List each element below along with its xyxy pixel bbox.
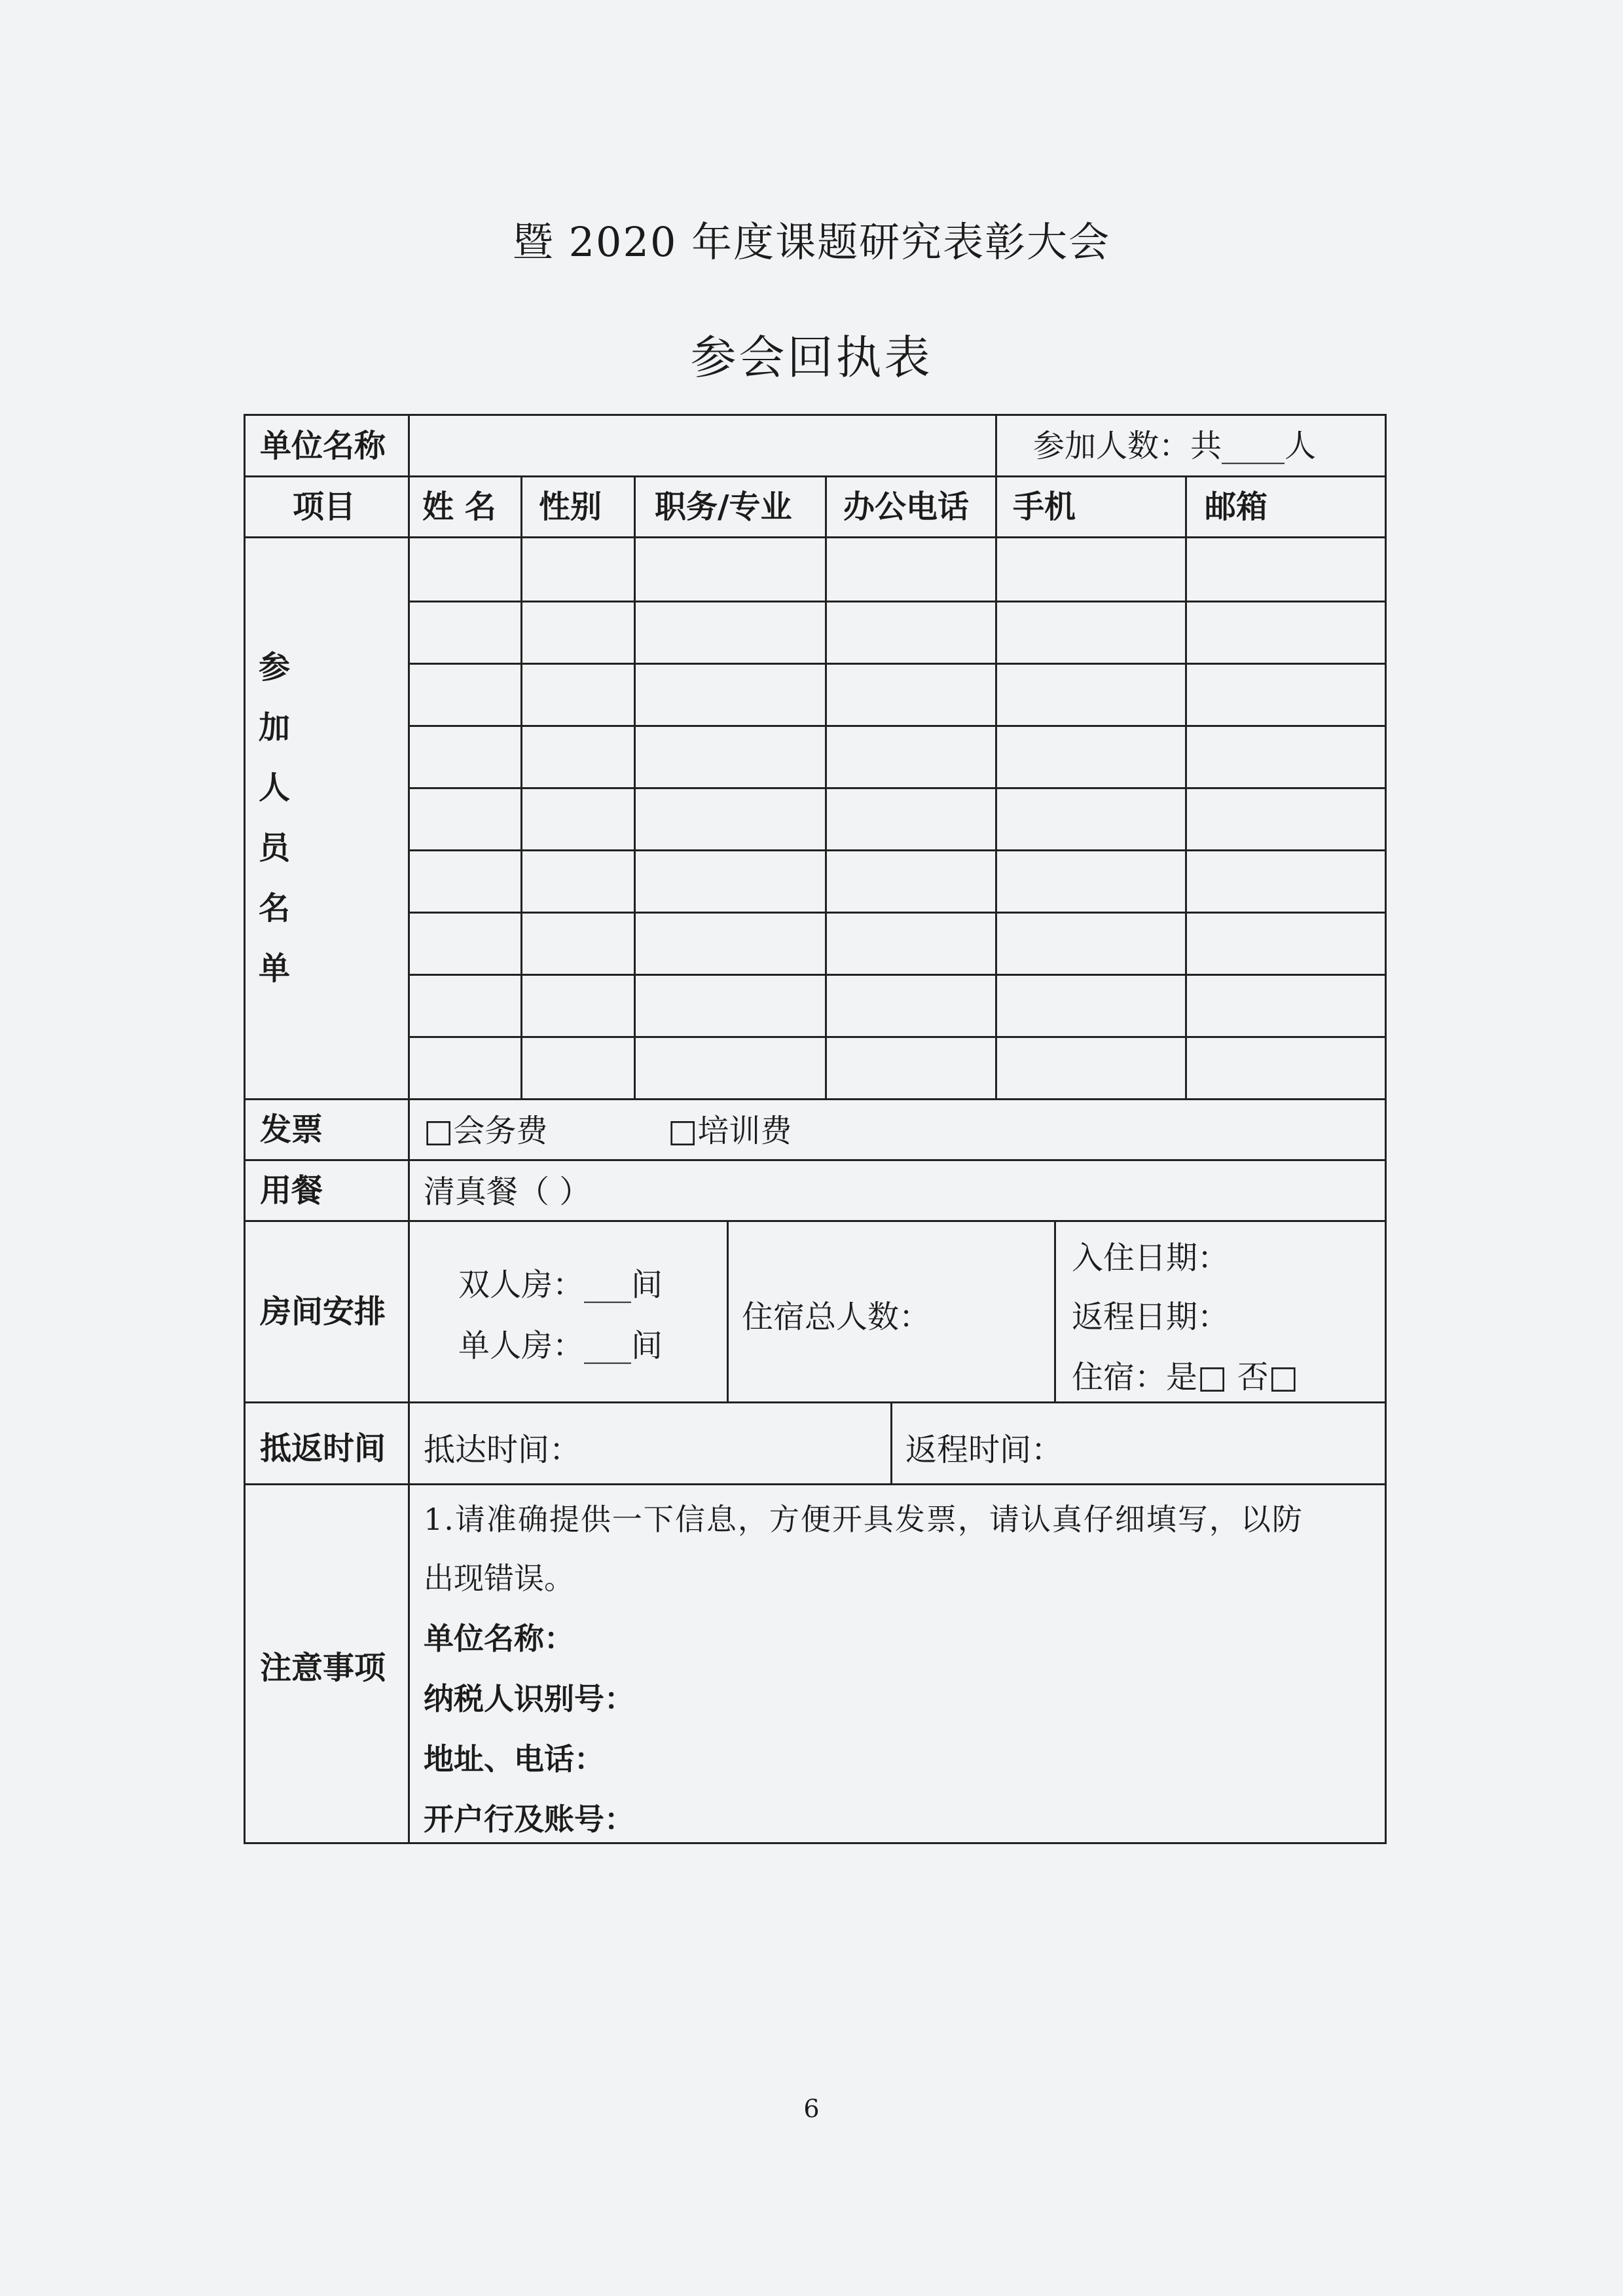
grid-row-divider (408, 725, 1385, 727)
arrival-time-field[interactable]: 抵达时间： (424, 1432, 581, 1468)
total-guests-field[interactable]: 住宿总人数： (742, 1299, 931, 1335)
notes-bank-account: 开户行及账号： (424, 1802, 634, 1837)
return-date-field[interactable]: 返程日期： (1072, 1299, 1230, 1335)
attendee-count-field[interactable]: 参加人数：共____人 (1033, 428, 1317, 464)
col-divider (520, 476, 522, 1099)
grid-row-divider (408, 912, 1385, 914)
header-email: 邮箱 (1205, 489, 1268, 525)
grid-row-divider (408, 787, 1385, 789)
attendee-list-char: 参 (258, 649, 290, 686)
header-office-phone: 办公电话 (843, 489, 970, 525)
meal-label: 用餐 (260, 1172, 323, 1209)
grid-row-divider (408, 974, 1385, 976)
row-divider (246, 1159, 1385, 1161)
row-divider (246, 536, 1385, 538)
notes-unit-name: 单位名称： (424, 1621, 574, 1656)
grid-row-divider (408, 849, 1385, 851)
meal-halal-option[interactable]: 清真餐（ ） (424, 1174, 591, 1210)
notes-tax-id: 纳税人识别号： (424, 1681, 634, 1716)
grid-row-divider (408, 1036, 1385, 1038)
attendee-list-char: 加 (258, 709, 290, 746)
row-divider (246, 1483, 1385, 1485)
unit-name-label: 单位名称 (260, 428, 386, 464)
col-divider (825, 476, 827, 1099)
notes-instruction-line1: 1.请准确提供一下信息，方便开具发票，请认真仔细填写，以防 (424, 1502, 1304, 1537)
grid-row-divider (408, 663, 1385, 665)
invoice-option-training[interactable]: □培训费 (668, 1113, 792, 1149)
header-mobile: 手机 (1013, 489, 1076, 525)
col-divider (995, 416, 997, 476)
room-label: 房间安排 (260, 1293, 386, 1330)
col-divider (995, 476, 997, 1099)
row-divider (246, 1401, 1385, 1403)
notes-address-phone: 地址、电话： (424, 1741, 604, 1777)
lodging-option[interactable]: 住宿：是□ 否□ (1072, 1359, 1298, 1396)
page-number: 6 (803, 2094, 820, 2123)
header-name: 姓 名 (422, 489, 496, 525)
notes-instruction-line2: 出现错误。 (424, 1561, 574, 1596)
travel-label: 抵返时间 (260, 1430, 386, 1467)
invoice-label: 发票 (260, 1111, 323, 1148)
form-title: 参会回执表 (690, 331, 933, 384)
notes-label: 注意事项 (260, 1650, 386, 1686)
row-divider (246, 1220, 1385, 1222)
invoice-option-conference[interactable]: □会务费 (424, 1113, 548, 1149)
col-divider (634, 476, 636, 1099)
single-room-field[interactable]: 单人房：___间 (458, 1327, 663, 1364)
col-divider (727, 1221, 729, 1402)
attendee-list-char: 单 (258, 950, 290, 987)
row-divider (246, 475, 1385, 477)
label-column-divider (408, 416, 410, 1842)
col-divider (1054, 1221, 1056, 1402)
header-position: 职务/专业 (655, 489, 792, 525)
grid-row-divider (408, 601, 1385, 602)
attendee-list-char: 名 (258, 890, 290, 927)
attendee-list-char: 人 (258, 769, 290, 806)
row-divider (246, 1098, 1385, 1100)
attendee-list-label (255, 637, 294, 999)
col-divider (1185, 476, 1187, 1099)
departure-time-field[interactable]: 返程时间： (905, 1432, 1063, 1468)
attendee-list-char: 员 (258, 830, 290, 866)
checkin-date-field[interactable]: 入住日期： (1072, 1240, 1230, 1276)
document-title: 暨 2020 年度课题研究表彰大会 (512, 218, 1111, 266)
header-gender: 性别 (539, 489, 602, 525)
col-divider (890, 1402, 892, 1484)
header-item: 项目 (293, 489, 356, 525)
double-room-field[interactable]: 双人房：___间 (458, 1267, 663, 1303)
registration-form-table (244, 414, 1387, 1844)
